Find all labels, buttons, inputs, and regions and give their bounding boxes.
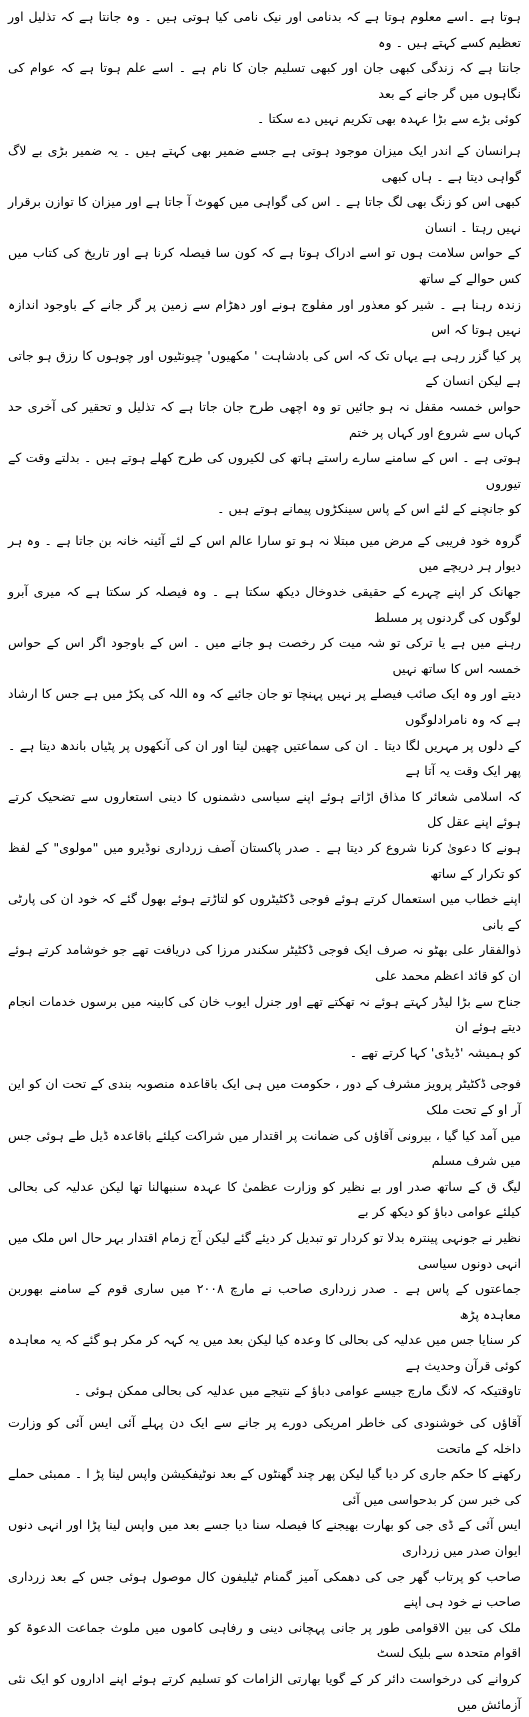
text-line: جانتا ہے کہ زندگی کبھی جان اور کبھی تسلیم جان کا نام ہے ۔ اسے علم ہوتا ہے کہ عوام کی نگاہوں میں گر جانے کے بعد: [8, 60, 521, 101]
text-line: رہنے میں ہے یا ترکی تو شہ میت کر رخصت ہو جانے میں ۔ اس کے باوجود اگر اس کے حواس خمسہ اس کا ساتھ نہیں: [8, 635, 521, 676]
text-line: جناح سے بڑا لیڈر کہتے ہوئے نہ تھکتے تھے اور جنرل ایوب خان کی کابینہ میں برسوں خدمات انجام دیتے ہوئے ان: [8, 993, 521, 1035]
article-paragraph: [8, 1071, 521, 1404]
text-line: کے حواس سلامت ہوں تو اسے ادراک ہوتا ہے کہ کون سا فیصلہ کرنا ہے اور تاریخ کی کتاب میں کس حوالے کے ساتھ: [8, 245, 521, 286]
text-line: ایس آئی کے ڈی جی کو بھارت بھیجنے کا فیصلہ سنا دیا جسے بعد میں واپس لینا پڑا اور انہی دنوں ایوان صدر میں زرداری: [8, 1517, 521, 1559]
text-line: ہونے کا دعویٰ کرنا شروع کر دیتا ہے ۔ صدر پاکستان آصف زرداری نوڈیرو میں "مولوی" کے لفظ کو تکرار کے ساتھ: [8, 840, 521, 881]
text-line: کو ہمیشہ 'ڈیڈی' کہا کرتے تھے ۔: [349, 1044, 521, 1060]
text-line: دیتے اور وہ ایک صائب فیصلے پر نہیں پہنچا تو جان جائیے کہ وہ اللہ کی پکڑ میں ہے جس کا ارشاد ہے کہ وہ نامرادلوگوں: [8, 686, 521, 728]
text-line: صاحب کو پرتاب گھر جی کی دھمکی آمیز گمنام ٹیلیفون کال موصول ہوئی جس کے بعد زرداری صاحب نے خود ہی اپنے: [8, 1568, 521, 1610]
text-line: کہ اسلامی شعائر کا مذاق اڑاتے ہوئے اپنے سیاسی دشمنوں کا دینی استعاروں سے تضحیک کرتے ہوئے اپنے عقل کل: [8, 788, 521, 830]
text-line: نظیر نے جونہی پینترہ بدلا تو کردار تو تبدیل کر دیئے گئے لیکن آج زمام اقتدار بہر حال اس ملک میں انہی دونوں سیاسی: [8, 1229, 521, 1271]
text-line: آقاؤں کی خوشنودی کی خاطر امریکی دورے پر جانے سے ایک دن پہلے آئی ایس آئی کو وزارت داخلہ کے ماتحت: [8, 1415, 521, 1456]
text-line: حواس خمسہ مقفل نہ ہو جائیں تو وہ اچھی طرح جان جاتا ہے کہ تذلیل و تحقیر کی آخری حد کہاں سے شروع اور کہاں پر ختم: [8, 398, 521, 440]
text-line: کروانے کی درخواست دائر کر کے گویا بھارتی الزامات کو تسلیم کرتے ہوئے اپنے اداروں کو ایک نئی آزمائش میں: [8, 1671, 521, 1712]
text-line: ہرانسان کے اندر ایک میزان موجود ہوتی ہے جسے ضمیر بھی کہتے ہیں ۔ یہ ضمیر بڑی بے لاگ گواہی دیتا ہے ۔ ہاں کبھی: [8, 142, 521, 184]
text-line: جھانک کر اپنے چہرے کے حقیقی خدوخال دیکھ سکتا ہے ۔ وہ فیصلہ کر سکتا ہے کہ میری آبرو لوگوں کی گردنوں پر مسلط: [8, 584, 521, 625]
article-paragraph: [8, 1410, 521, 1717]
text-line: ہوتی ہے ۔ اس کے سامنے سارے راستے ہاتھ کی لکیروں کی طرح کھلے ہوتے ہیں ۔ بدلتے وقت کے تیوروں: [8, 450, 521, 491]
text-line: جماعتوں کے پاس ہے ۔ صدر زرداری صاحب نے مارچ ۲۰۰۸ میں ساری قوم کے سامنے بھوربن معاہدہ پڑھ: [8, 1281, 522, 1322]
text-line: زندہ رہنا ہے ۔ شیر کو معذور اور مفلوج ہونے اور دھڑام سے زمین پر گر جانے کے باوجود اندازہ نہیں ہوتا کہ اس: [8, 296, 521, 338]
text-line: کبھی اس کو زنگ بھی لگ جاتا ہے ۔ اس کی گواہی میں کھوٹ آ جاتا ہے اور میزان کا توازن برقرار نہیں رہتا ۔ انسان: [8, 194, 521, 235]
text-line: کو جانچنے کے لئے اس کے پاس سینکڑوں پیمانے ہوتے ہیں ۔: [217, 501, 521, 517]
text-line: لیگ ق کے ساتھ صدر اور بے نظیر کو وزارت عظمیٰ کا عہدہ سنبھالنا تھا لیکن عدلیہ کی بحالی کیلئے عوامی دباؤ کو دیکھ کر بے: [8, 1178, 521, 1220]
text-line: ذوالفقار علی بھٹو نہ صرف ایک فوجی ڈکٹیٹر سکندر مرزا کی دریافت تھے جو خوشامد کرتے ہوئے ان کو قائد اعظم محمد علی: [8, 942, 521, 983]
text-line: اپنے خطاب میں استعمال کرتے ہوئے فوجی ڈکٹیٹروں کو لتاڑتے ہوئے بھول گئے کہ خود ان کی پارٹی کے بانی: [8, 891, 521, 932]
article-paragraph: [8, 4, 521, 132]
text-line: پر کیا گزر رہی ہے یہاں تک کہ اس کی بادشاہت ' مکھیوں' چیونٹیوں اور چوہوں کا رزق ہو جاتی ہے لیکن انسان کے: [8, 347, 521, 389]
text-line: رکھنے کا حکم جاری کر دیا گیا لیکن پھر چند گھنٹوں کے بعد نوٹیفکیشن واپس لینا پڑ ا ۔ ممبئی حملے کی خبر سن کر بدحواسی میں آئی: [8, 1466, 521, 1507]
text-line: گروہ خود فریبی کے مرض میں مبتلا نہ ہو تو سارا عالم اس کے لئے آئینہ خانہ بن جاتا ہے ۔ وہ ہر دیوار ہر دریچے میں: [8, 532, 521, 574]
text-line: تاوقتیکہ کہ لانگ مارچ جیسے عوامی دباؤ کے نتیجے میں عدلیہ کی بحالی ممکن ہوئی ۔: [74, 1383, 521, 1399]
article-paragraph: [8, 138, 521, 522]
text-line: کوئی بڑے سے بڑا عہدہ بھی تکریم نہیں دے سکتا ۔: [256, 111, 521, 127]
article-paragraph: [8, 528, 521, 1065]
text-line: فوجی ڈکٹیٹر پرویز مشرف کے دور ، حکومت میں ہی ایک باقاعدہ منصوبہ بندی کے تحت ان کو این آر او کے تحت ملک: [8, 1076, 521, 1117]
text-line: میں آمد کیا گیا ، بیرونی آقاؤں کی ضمانت پر اقتدار میں شراکت کیلئے باقاعدہ ڈیل طے ہوئی جس میں شرف مسلم: [8, 1127, 521, 1169]
text-line: کر سنایا جس میں عدلیہ کی بحالی کا وعدہ کیا لیکن بعد میں یہ کہہ کر مکر ہو گئے کہ یہ معاہدہ کوئی قرآن وحدیث ہے: [8, 1332, 521, 1373]
text-line: ہوتا ہے ۔اسے معلوم ہوتا ہے کہ بدنامی اور نیک نامی کیا ہوتی ہیں ۔ وہ جانتا ہے کہ تذلیل اور تعظیم کسے کہتے ہیں ۔ وہ: [8, 9, 521, 50]
text-line: کے دلوں پر مہریں لگا دیتا ۔ ان کی سماعتیں چھین لیتا اور ان کی آنکھوں پر پٹیاں باندھ دیتا ہے ۔ پھر ایک وقت یہ آتا ہے: [8, 737, 521, 779]
text-line: ملک کی بین الاقوامی طور پر جانی پہچانی دینی و رفاہی کاموں میں ملوث جماعت الدعوۃ کو اقوام متحدہ سے بلیک لسٹ: [8, 1619, 521, 1661]
